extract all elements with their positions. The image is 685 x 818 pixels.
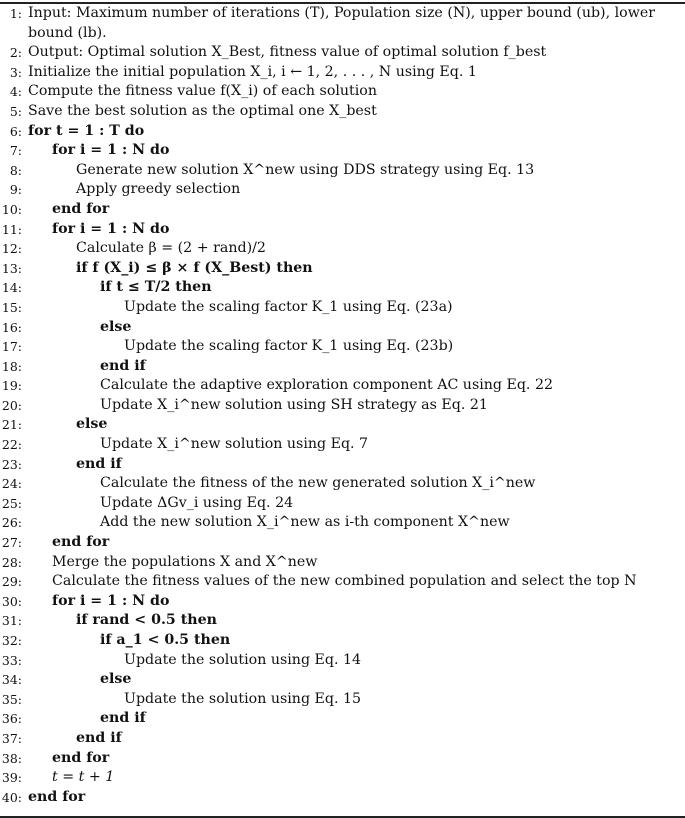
line-text: Update X_i^new solution using SH strategy as Eq. 21 <box>100 396 488 413</box>
algorithm-line <box>0 435 685 455</box>
line-text: if t ≤ T/2 then <box>100 279 212 296</box>
line-number: 17: <box>1 339 22 355</box>
line-number: 33: <box>1 652 22 668</box>
line-text: end if <box>76 729 122 746</box>
algorithm-line <box>0 572 685 592</box>
line-number: 6: <box>9 123 22 139</box>
algorithm-line <box>0 180 685 200</box>
algorithm-line <box>0 455 685 475</box>
algorithm-line <box>0 729 685 749</box>
algorithm-line <box>0 474 685 494</box>
line-number: 22: <box>1 437 22 453</box>
line-text: end if <box>76 455 122 472</box>
line-text: Update the solution using Eq. 15 <box>124 690 362 707</box>
algorithm-line <box>0 690 685 710</box>
algorithm-line <box>0 278 685 298</box>
line-text: else <box>76 416 108 433</box>
line-text: Update X_i^new solution using Eq. 7 <box>100 436 369 453</box>
algorithm-line <box>0 141 685 161</box>
line-text: Save the best solution as the optimal one X_best <box>28 102 377 119</box>
line-text: else <box>100 318 132 335</box>
line-number: 19: <box>1 378 22 394</box>
line-text: if a_1 < 0.5 then <box>100 632 231 648</box>
line-text: end for <box>52 534 110 551</box>
algorithm-line <box>0 298 685 318</box>
line-text: Compute the fitness value f(X_i) of each solution <box>28 83 377 100</box>
line-number: 24: <box>1 476 22 492</box>
line-text: Output: Optimal solution X_Best, fitness value of optimal solution f_best <box>28 44 547 61</box>
line-text: Update ΔGv_i using Eq. 24 <box>100 494 294 511</box>
line-text: end if <box>100 357 146 374</box>
line-number: 9: <box>9 182 22 198</box>
line-number: 27: <box>1 535 22 551</box>
algorithm-line <box>0 788 685 808</box>
line-text: end for <box>52 749 110 766</box>
algorithm-line <box>0 122 685 142</box>
bottom-rule <box>0 816 685 818</box>
algorithm-line <box>0 768 685 788</box>
line-number: 5: <box>9 103 22 119</box>
line-text: Update the scaling factor K_1 using Eq. (23b) <box>124 338 454 355</box>
algorithm-line <box>0 396 685 416</box>
algorithm-line <box>0 376 685 396</box>
line-number: 8: <box>9 162 22 178</box>
line-number: 30: <box>1 593 22 609</box>
line-text: Calculate the fitness values of the new combined population and select the top N <box>52 573 637 590</box>
line-text: Calculate the adaptive exploration component AC using Eq. 22 <box>100 377 554 394</box>
line-number: 23: <box>1 456 22 472</box>
line-number: 7: <box>9 143 22 159</box>
algorithm-line <box>0 670 685 690</box>
line-number: 14: <box>1 280 22 296</box>
line-text: for i = 1 : N do <box>52 220 170 237</box>
algorithm-line <box>0 239 685 259</box>
line-number: 38: <box>1 750 22 766</box>
algorithm-line <box>0 4 685 43</box>
line-text: Calculate β = (2 + rand)/2 <box>76 240 266 257</box>
algorithm-line <box>0 651 685 671</box>
algorithm-line <box>0 533 685 553</box>
algorithm-line <box>0 220 685 240</box>
line-text: for i = 1 : N do <box>52 592 170 609</box>
line-text: Update the solution using Eq. 14 <box>124 651 362 668</box>
algorithm-line <box>0 611 685 631</box>
algorithm-line <box>0 415 685 435</box>
algorithm-line <box>0 357 685 377</box>
algorithm-line <box>0 709 685 729</box>
line-text: Initialize the initial population X_i, i ← 1, 2, . . . , N using Eq. 1 <box>28 63 477 80</box>
algorithm-line <box>0 553 685 573</box>
line-text: Calculate the fitness of the new generated solution X_i^new <box>100 475 536 492</box>
line-number: 13: <box>1 260 22 276</box>
line-text: end if <box>100 710 146 727</box>
line-text: for t = 1 : T do <box>28 122 145 139</box>
line-number: 10: <box>1 201 22 217</box>
line-number: 32: <box>1 633 22 648</box>
line-number: 25: <box>1 495 22 511</box>
line-number: 2: <box>9 45 22 61</box>
line-number: 15: <box>1 299 22 315</box>
algorithm-lines <box>0 4 685 807</box>
line-number: 36: <box>1 711 22 727</box>
line-number: 20: <box>1 397 22 413</box>
line-number: 18: <box>1 358 22 374</box>
algorithm-line <box>0 494 685 514</box>
line-number: 34: <box>1 672 22 688</box>
algorithm-line <box>0 43 685 63</box>
line-text: if f (X_i) ≤ β × f (X_Best) then <box>76 259 313 276</box>
line-number: 26: <box>1 515 22 531</box>
algorithm-line <box>0 592 685 612</box>
line-number: 3: <box>9 64 22 80</box>
line-number: 29: <box>1 574 22 590</box>
algorithm-line <box>0 337 685 357</box>
algorithm-line <box>0 318 685 338</box>
line-text: Generate new solution X^new using DDS strategy using Eq. 13 <box>76 161 535 178</box>
algorithm-line <box>0 63 685 83</box>
algorithm-line <box>0 200 685 220</box>
algorithm-line <box>0 102 685 122</box>
line-text: end for <box>28 788 86 805</box>
line-number: 31: <box>1 613 22 629</box>
algorithm-line <box>0 631 685 651</box>
algorithm-line <box>0 161 685 181</box>
line-text: if rand < 0.5 then <box>76 612 217 629</box>
line-text: end for <box>52 200 110 217</box>
line-number: 37: <box>1 730 22 746</box>
line-number: 16: <box>1 319 22 335</box>
line-number: 28: <box>1 554 22 570</box>
algorithm-line <box>0 259 685 279</box>
algorithm-line <box>0 513 685 533</box>
line-text: Merge the populations X and X^new <box>52 553 318 570</box>
line-text: Input: Maximum number of iterations (T), Population size (N), upper bound (ub), lower bound (lb). <box>28 5 656 41</box>
line-text: Apply greedy selection <box>76 181 241 198</box>
line-text: Add the new solution X_i^new as i-th component X^new <box>100 514 510 531</box>
line-number: 35: <box>1 691 22 707</box>
line-text: Update the scaling factor K_1 using Eq. (23a) <box>124 298 453 315</box>
algorithm-line <box>0 749 685 769</box>
line-text: for i = 1 : N do <box>52 142 170 159</box>
line-number: 4: <box>9 84 22 100</box>
line-number: 11: <box>1 221 22 237</box>
line-number: 40: <box>1 789 22 805</box>
line-number: 21: <box>1 417 22 433</box>
line-number: 12: <box>1 241 22 257</box>
line-number: 1: <box>9 6 22 21</box>
line-number: 39: <box>1 770 22 786</box>
line-text: t = t + 1 <box>52 769 115 786</box>
line-text: else <box>100 671 132 688</box>
algorithm-line <box>0 82 685 102</box>
